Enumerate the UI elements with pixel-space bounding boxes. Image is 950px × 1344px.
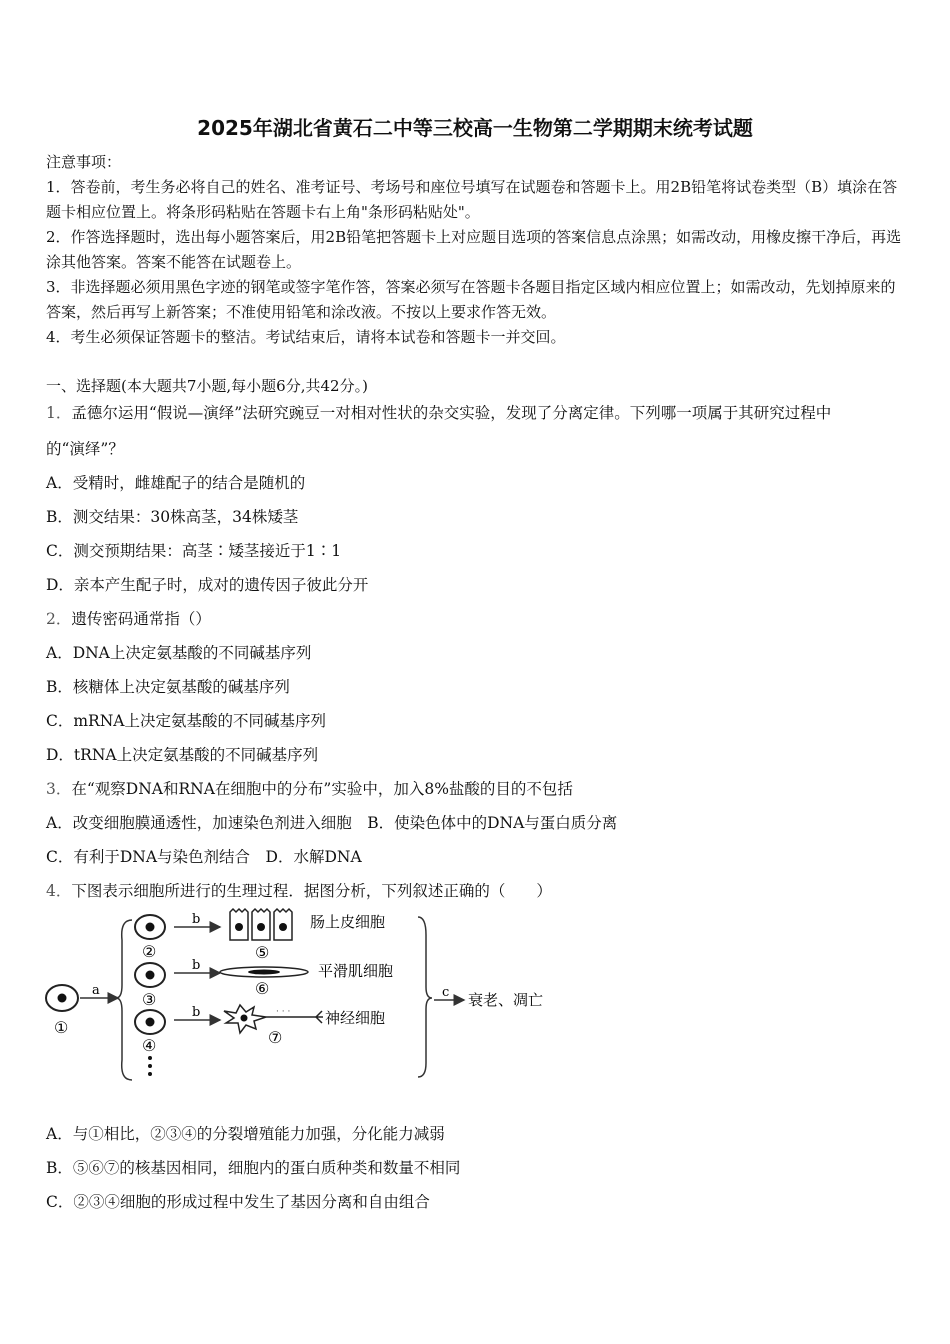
q2-option-a: A．DNA上决定氨基酸的不同碱基序列 <box>46 644 312 662</box>
intestinal-epithelial-cells <box>230 909 292 940</box>
q4-option-c: C．②③④细胞的形成过程中发生了基因分离和自由组合 <box>46 1193 430 1211</box>
notice-heading: 注意事项： <box>46 153 122 171</box>
label-2: ② <box>142 942 157 961</box>
q1-option-b: B．测交结果：30株高茎，34株矮茎 <box>46 508 299 526</box>
right-brace <box>418 917 432 1077</box>
notice-item-1: 1．答卷前，考生务必将自己的姓名、准考证号、考场号和座位号填写在试题卷和答题卡上。用2B铅笔将试卷类型（B）填涂在答题卡相应位置上。将条形码粘贴在答题卡右上角"条形码粘贴处"。 <box>46 178 898 221</box>
question-number: 3． <box>46 780 72 798</box>
label-b-1: b <box>192 912 201 927</box>
q4-option-a: A．与①相比，②③④的分裂增殖能力加强，分化能力减弱 <box>46 1125 445 1143</box>
question-stem: 孟德尔运用“假说—演绎”法研究豌豆一对相对性状的杂交实验，发现了分离定律。下列哪一项属于其研究过程中 <box>71 404 832 422</box>
question-1-stem-cont: 的“演绎”？ <box>46 440 124 458</box>
neuron-dots: · · · <box>276 1007 291 1017</box>
left-brace <box>116 920 132 1080</box>
q3-option-cd: C．有利于DNA与染色剂结合 D．水解DNA <box>46 848 362 866</box>
fate-label: 衰老、凋亡 <box>468 991 544 1009</box>
label-b-3: b <box>192 1005 201 1020</box>
section-heading: 一、选择题(本大题共7小题,每小题6分,共42分。) <box>46 377 368 395</box>
cell-3 <box>135 963 165 987</box>
question-3 <box>46 777 573 799</box>
q2-option-b: B．核糖体上决定氨基酸的碱基序列 <box>46 678 290 696</box>
label-a: a <box>92 983 100 998</box>
question-4 <box>46 879 552 901</box>
cell-differentiation-diagram <box>40 905 580 1085</box>
q1-option-d: D．亲本产生配子时，成对的遗传因子彼此分开 <box>46 576 369 594</box>
notice-item-3: 3．非选择题必须用黑色字迹的钢笔或签字笔作答，答案必须写在答题卡各题目指定区域内相应位置上；如需改动，先划掉原来的答案，然后再写上新答案；不准使用铅笔和涂改液。不按以上要求作答无效。 <box>46 278 896 321</box>
question-stem: 遗传密码通常指（） <box>71 610 211 628</box>
cell-type-neuron: 神经细胞 <box>325 1009 386 1027</box>
label-1: ① <box>54 1018 69 1037</box>
label-4: ④ <box>142 1036 157 1055</box>
ellipsis-dots <box>148 1056 152 1076</box>
notice-item-2: 2．作答选择题时，选出每小题答案后，用2B铅笔把答题卡上对应题目选项的答案信息点涂黑；如需改动，用橡皮擦干净后，再选涂其他答案。答案不能答在试题卷上。 <box>46 228 902 271</box>
cell-type-intestinal: 肠上皮细胞 <box>310 913 386 931</box>
q4-option-b: B．⑤⑥⑦的核基因相同，细胞内的蛋白质种类和数量不相同 <box>46 1159 461 1177</box>
q3-option-ab: A．改变细胞膜通透性，加速染色剂进入细胞 B．使染色体中的DNA与蛋白质分离 <box>46 814 618 832</box>
question-number: 4． <box>46 882 72 900</box>
label-6: ⑥ <box>255 979 270 998</box>
q2-option-c: C．mRNA上决定氨基酸的不同碱基序列 <box>46 712 326 730</box>
label-c: c <box>442 985 450 1000</box>
page-title: 2025年湖北省黄石二中等三校高一生物第二学期期末统考试题 <box>197 116 753 140</box>
q1-option-a: A．受精时，雌雄配子的结合是随机的 <box>46 474 306 492</box>
label-b-2: b <box>192 958 201 973</box>
smooth-muscle-cell <box>220 967 308 977</box>
question-1 <box>46 401 831 423</box>
cell-2 <box>135 915 165 939</box>
question-stem: 下图表示细胞所进行的生理过程．据图分析，下列叙述正确的（ ） <box>71 882 552 900</box>
label-3: ③ <box>142 990 157 1009</box>
question-2 <box>46 607 211 629</box>
cell-4 <box>135 1010 165 1034</box>
q2-option-d: D．tRNA上决定氨基酸的不同碱基序列 <box>46 746 319 764</box>
cell-type-smooth-muscle: 平滑肌细胞 <box>318 962 394 980</box>
label-7: ⑦ <box>268 1028 283 1047</box>
label-5: ⑤ <box>255 943 270 962</box>
notice-item-4: 4．考生必须保证答题卡的整洁。考试结束后，请将本试卷和答题卡一并交回。 <box>46 328 566 346</box>
question-number: 1． <box>46 404 72 422</box>
question-number: 2． <box>46 610 72 628</box>
cell-1 <box>46 985 78 1011</box>
question-stem: 在“观察DNA和RNA在细胞中的分布”实验中，加入8%盐酸的目的不包括 <box>71 780 573 798</box>
q1-option-c: C．测交预期结果：高茎∶矮茎接近于1∶1 <box>46 542 342 560</box>
